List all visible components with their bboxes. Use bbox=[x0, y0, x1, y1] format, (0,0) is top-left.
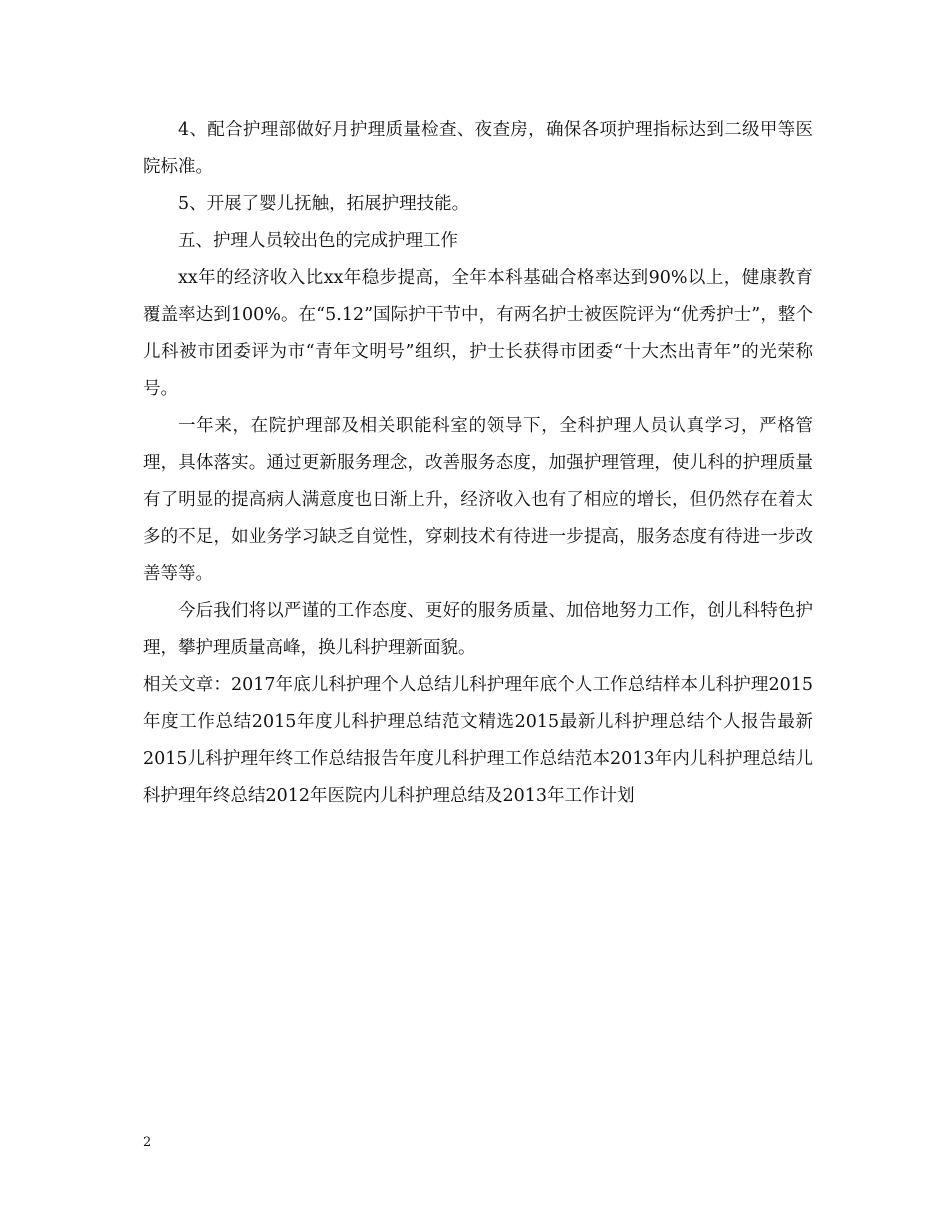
paragraph-item-5: 5、开展了婴儿抚触，拓展护理技能。 bbox=[178, 194, 470, 214]
page-number: 2 bbox=[143, 1135, 152, 1150]
section-heading-5: 五、护理人员较出色的完成护理工作 bbox=[178, 231, 458, 251]
paragraph-future-plan: 今后我们将以严谨的工作态度、更好的服务质量、加倍地努力工作，创儿科特色护理，攀护理质量高峰，换儿科护理新面貌。 bbox=[143, 601, 813, 658]
document-body bbox=[143, 112, 813, 815]
paragraph-income-honors: xx年的经济收入比xx年稳步提高，全年本科基础合格率达到90%以上，健康教育覆盖率达到100%。在“5.12”国际护干节中，有两名护士被医院评为“优秀护士”，整个儿科被市团委评为市“青年文明号”组织，护士长获得市团委“十大杰出青年”的光荣称号。 bbox=[143, 268, 813, 399]
paragraph-item-4: 4、配合护理部做好月护理质量检查、夜查房，确保各项护理指标达到二级甲等医院标准。 bbox=[143, 120, 813, 177]
related-articles: 相关文章：2017年底儿科护理个人总结儿科护理年底个人工作总结样本儿科护理2015年度工作总结2015年度儿科护理总结范文精选2015最新儿科护理总结个人报告最新2015儿科护理年终工作总结报告年度儿科护理工作总结范本2013年内儿科护理总结儿科护理年终总结2012年医院内儿科护理总结及2013年工作计划 bbox=[143, 675, 813, 806]
paragraph-year-review: 一年来，在院护理部及相关职能科室的领导下，全科护理人员认真学习，严格管理，具体落实。通过更新服务理念，改善服务态度，加强护理管理，使儿科的护理质量有了明显的提高病人满意度也日渐上升，经济收入也有了相应的增长，但仍然存在着太多的不足，如业务学习缺乏自觉性，穿刺技术有待进一步提高，服务态度有待进一步改善等等。 bbox=[143, 416, 813, 584]
